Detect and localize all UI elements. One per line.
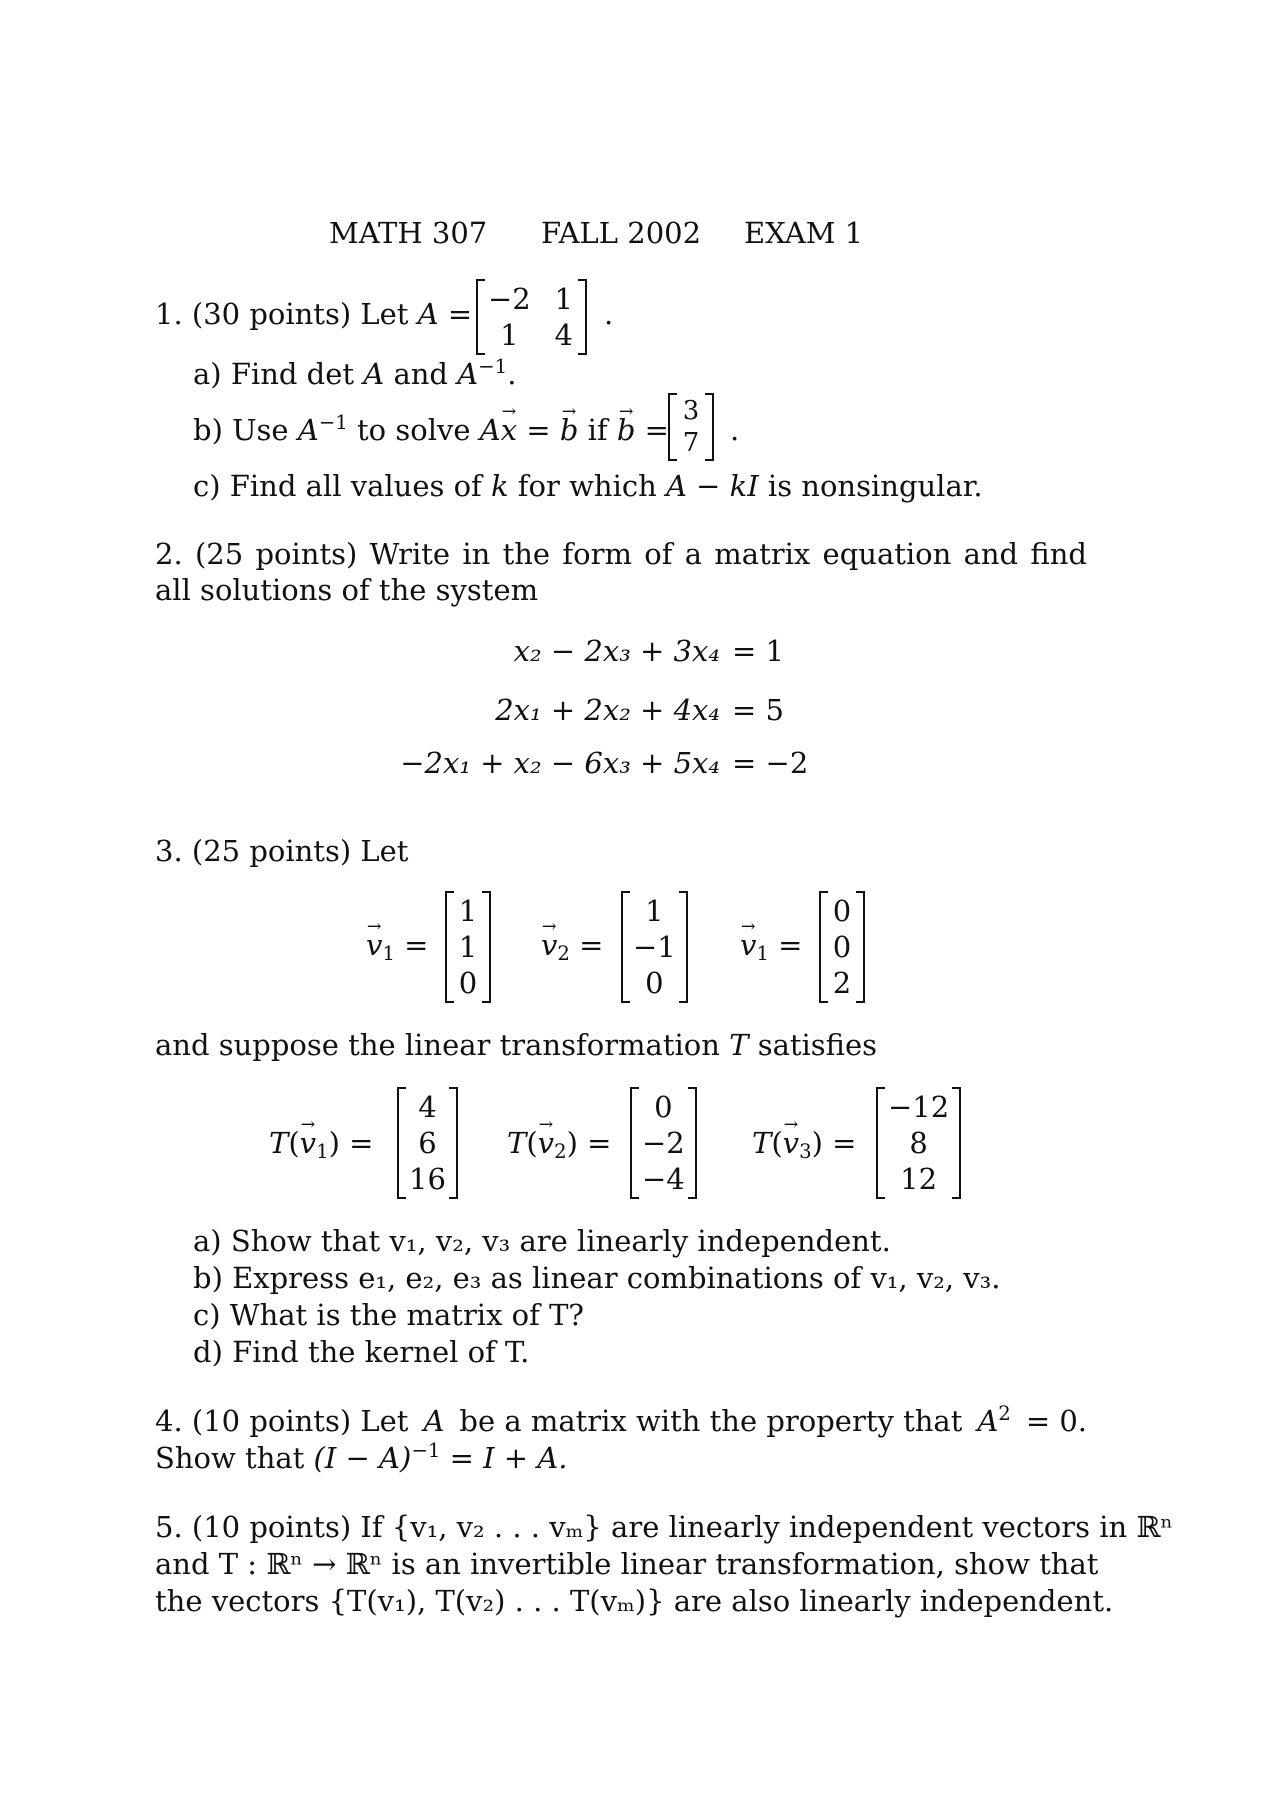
q1b-if: if xyxy=(587,413,608,447)
matrix-cell: 1 xyxy=(554,282,573,316)
matrix-cell: −1 xyxy=(633,930,676,964)
q1a-A: A xyxy=(363,357,385,391)
q3-part-b: b) Express e₁, e₂, e₃ as linear combinations of v₁, v₂, v₃. xyxy=(193,1261,1001,1295)
q4-expr: (I − A) xyxy=(313,1441,412,1475)
q4-A: A xyxy=(423,1404,445,1438)
q3-v3-label xyxy=(740,928,803,965)
matrix-cell: 1 xyxy=(645,894,664,928)
q1b-Ax: A xyxy=(479,413,501,447)
q1-eq: = xyxy=(447,297,473,331)
q5-line3: the vectors {T(v₁), T(v₂) . . . T(vₘ)} are also linearly independent. xyxy=(155,1584,1114,1618)
q3-middle: and suppose the linear transformation xyxy=(155,1028,720,1062)
q4-inverse: −1 xyxy=(411,1439,441,1463)
q1-period: . xyxy=(604,297,614,331)
q1-label: 1. (30 points) Let xyxy=(155,297,409,331)
q3-v3-vector xyxy=(819,893,865,1001)
header-exam: EXAM 1 xyxy=(744,216,864,250)
q1-matrix-A xyxy=(476,281,587,353)
q1-var: A xyxy=(417,297,439,331)
matrix-cell: 6 xyxy=(418,1126,437,1160)
q1a-inverse: −1 xyxy=(478,355,508,379)
q1b-eq: = xyxy=(526,413,551,447)
header-course: MATH 307 xyxy=(329,216,488,250)
q3-label: 3. (25 points) Let xyxy=(155,834,409,868)
matrix-cell: 1 xyxy=(458,894,478,928)
q3-Tv1-label: $T(\to v_1)$ = xyxy=(269,1126,373,1160)
q2-eq3-lhs: −2x₁ + x₂ − 6x₃ + 5x₄ xyxy=(400,746,720,780)
q3-part-c: c) What is the matrix of T? xyxy=(193,1298,584,1332)
q2-eq2-lhs: 2x₁ + 2x₂ + 4x₄ xyxy=(495,693,720,727)
q1-vector-b xyxy=(668,395,714,459)
q3-v2-label xyxy=(541,928,604,965)
q2-eq1-rhs: = 1 xyxy=(732,634,784,668)
matrix-cell: 4 xyxy=(554,318,573,352)
q1a-A2: A xyxy=(457,357,479,391)
q1-part-b xyxy=(193,413,669,447)
q1b-A: A xyxy=(297,413,319,447)
v3-eq: = xyxy=(778,928,803,962)
matrix-cell: 1 xyxy=(500,318,519,352)
q1-part-c xyxy=(193,469,983,503)
matrix-cell: 0 xyxy=(654,1090,673,1124)
q4-end: = 0. xyxy=(1025,1404,1087,1438)
q1b-b-vector-2: → b xyxy=(617,413,636,447)
q2-eq3-rhs: = −2 xyxy=(732,746,809,780)
v2-symbol: → v xyxy=(541,928,557,962)
matrix-cell: 2 xyxy=(832,966,852,1000)
q1c-expr: A − kI xyxy=(665,469,759,503)
q2-eq1-lhs: x₂ − 2x₃ + 3x₄ xyxy=(513,634,720,668)
q1b-eq2: = xyxy=(644,413,669,447)
v1-symbol: → v xyxy=(366,928,382,962)
v1-subscript: 1 xyxy=(382,941,395,965)
q1-line xyxy=(155,297,472,331)
q1c-end: is nonsingular. xyxy=(767,469,983,503)
q3-v1-label xyxy=(366,928,429,965)
q1c-mid: for which xyxy=(517,469,657,503)
q1a-text: a) Find det xyxy=(193,357,355,391)
matrix-cell: 4 xyxy=(418,1090,437,1124)
matrix-cell: 1 xyxy=(458,930,478,964)
v2-eq: = xyxy=(579,928,604,962)
q1b-inverse: −1 xyxy=(318,411,348,435)
q4-line1 xyxy=(155,1404,1087,1438)
v3-symbol: → v xyxy=(740,928,756,962)
matrix-cell: 0 xyxy=(832,894,852,928)
q3-part-a: a) Show that v₁, v₂, v₃ are linearly independent. xyxy=(193,1224,891,1258)
matrix-cell: 7 xyxy=(682,428,700,458)
q1b-period: . xyxy=(730,413,740,447)
matrix-cell: −12 xyxy=(888,1090,950,1124)
q4-result: = I + A. xyxy=(449,1441,568,1475)
matrix-cell: 8 xyxy=(909,1126,928,1160)
q1b-mid: to solve xyxy=(357,413,471,447)
matrix-cell: 12 xyxy=(900,1162,938,1196)
q1c-k: k xyxy=(491,469,509,503)
q3-middle-end: satisfies xyxy=(757,1028,878,1062)
q3-Tv3-vector xyxy=(876,1089,961,1197)
matrix-cell: −4 xyxy=(642,1162,685,1196)
q2-eq2-rhs: = 5 xyxy=(732,693,784,727)
q3-v2-vector xyxy=(621,893,688,1001)
q3-v1-vector xyxy=(445,893,491,1001)
v2-subscript: 2 xyxy=(557,941,570,965)
matrix-cell: 3 xyxy=(682,396,700,426)
q3-Tv2-vector xyxy=(630,1089,697,1197)
q5-line2: and T : ℝⁿ → ℝⁿ is an invertible linear transformation, show that xyxy=(155,1547,1099,1581)
q4-prefix: 4. (10 points) Let xyxy=(155,1404,409,1438)
matrix-cell: −2 xyxy=(642,1126,685,1160)
matrix-cell: 16 xyxy=(409,1162,446,1196)
q1b-text: b) Use xyxy=(193,413,289,447)
q1a-and: and xyxy=(393,357,448,391)
q3-Tv3-label: $T(\to v_3)$ = xyxy=(752,1126,856,1160)
q4-show: Show that xyxy=(155,1441,305,1475)
q4-A2: A xyxy=(977,1404,999,1438)
q1a-end: . xyxy=(507,357,517,391)
q1c-text: c) Find all values of xyxy=(193,469,482,503)
q3-middle-text xyxy=(155,1028,877,1062)
q5-line1: 5. (10 points) If {v₁, v₂ . . . vₘ} are linearly independent vectors in ℝⁿ xyxy=(155,1510,1174,1544)
q3-Tv2-label: $T(\to v_2)$ = xyxy=(507,1126,611,1160)
q3-Tv1-vector xyxy=(397,1089,458,1197)
q2-text: 2. (25 points) Write in the form of a matrix equation and find all solutions of the system xyxy=(155,537,1087,607)
matrix-cell: 0 xyxy=(458,966,478,1000)
q4-square: 2 xyxy=(998,1402,1011,1426)
q1b-b-vector: → b xyxy=(560,413,579,447)
header-term: FALL 2002 xyxy=(541,216,702,250)
v1-eq: = xyxy=(404,928,429,962)
q1b-x-vector: → x xyxy=(501,413,517,447)
q1-part-a xyxy=(193,357,516,391)
q4-mid: be a matrix with the property that xyxy=(459,1404,963,1438)
q3-middle-T: T xyxy=(729,1028,749,1062)
v3-subscript: 1 xyxy=(756,941,769,965)
matrix-cell: 0 xyxy=(645,966,664,1000)
matrix-cell: 0 xyxy=(832,930,852,964)
matrix-cell: −2 xyxy=(488,282,531,316)
q3-part-d: d) Find the kernel of T. xyxy=(193,1335,530,1369)
q4-line2 xyxy=(155,1441,567,1475)
